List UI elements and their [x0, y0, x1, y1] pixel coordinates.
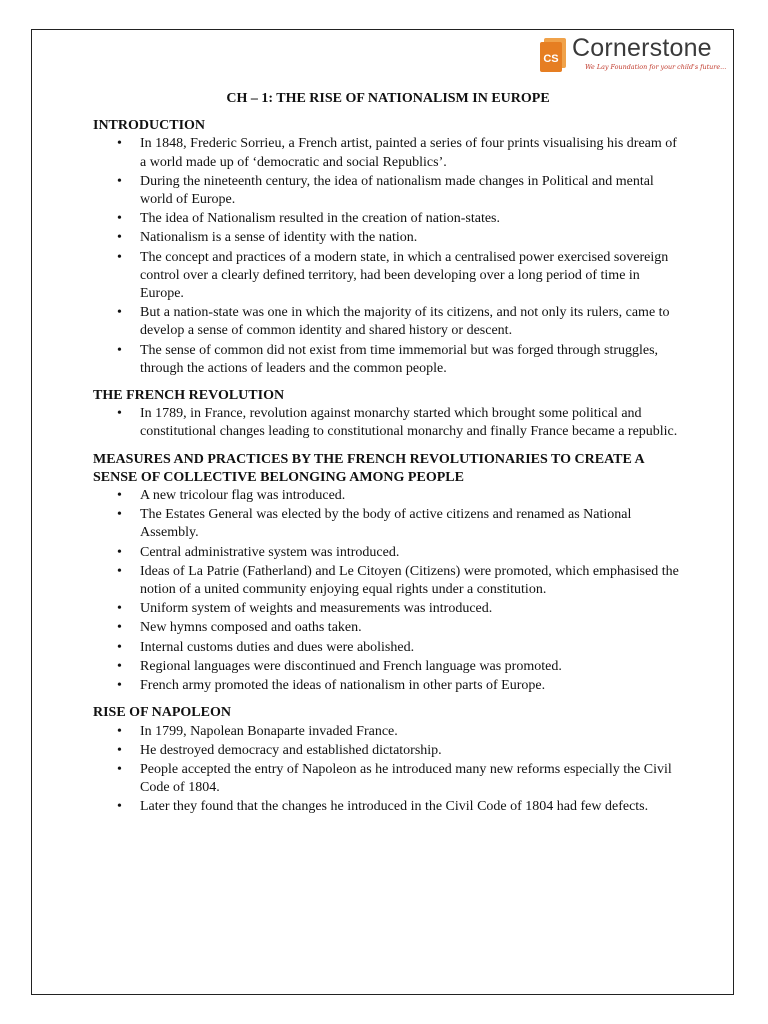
bullet-icon: •	[117, 211, 122, 227]
bullet-icon: •	[117, 620, 122, 636]
list-item	[93, 304, 683, 340]
section-heading: INTRODUCTION	[93, 118, 206, 134]
list-item-text: A new tricolour flag was introduced.	[140, 488, 346, 504]
list-item-text: People accepted the entry of Napoleon as he introduced many new reforms especially the Civil Code of 1804.	[140, 761, 672, 796]
bullet-list	[93, 405, 683, 441]
section-heading: THE FRENCH REVOLUTION	[93, 388, 285, 404]
bullet-icon: •	[117, 742, 122, 758]
list-item-text: New hymns composed and oaths taken.	[140, 620, 362, 636]
bullet-icon: •	[117, 563, 122, 579]
list-item-text: Central administrative system was introduced.	[140, 544, 400, 560]
list-item-text: Internal customs duties and dues were abolished.	[140, 639, 415, 655]
list-item	[93, 742, 683, 760]
list-item	[93, 229, 683, 247]
list-item	[93, 658, 683, 676]
list-item	[93, 600, 683, 618]
list-item	[93, 563, 683, 599]
bullet-icon: •	[117, 342, 122, 358]
list-item	[93, 487, 683, 505]
list-item-text: In 1799, Napolean Bonaparte invaded France.	[140, 723, 398, 739]
bullet-list	[93, 723, 683, 817]
list-item	[93, 210, 683, 228]
logo-wordmark: Cornerstone	[572, 34, 712, 62]
list-item-text: Nationalism is a sense of identity with the nation.	[140, 230, 418, 246]
list-item	[93, 342, 683, 378]
page-title: CH – 1: THE RISE OF NATIONALISM IN EUROPE	[226, 91, 550, 106]
bullet-icon: •	[117, 507, 122, 523]
bullet-icon: •	[117, 249, 122, 265]
list-item	[93, 639, 683, 657]
document-body	[93, 90, 683, 818]
bullet-icon: •	[117, 544, 122, 560]
list-item-text: During the nineteenth century, the idea of nationalism made changes in Political and mental world of Europe.	[140, 173, 654, 208]
bullet-icon: •	[117, 406, 122, 422]
bullet-icon: •	[117, 639, 122, 655]
list-item	[93, 619, 683, 637]
list-item	[93, 761, 683, 797]
list-item-text: The idea of Nationalism resulted in the creation of nation-states.	[140, 211, 500, 227]
bullet-icon: •	[117, 173, 122, 189]
list-item	[93, 405, 683, 441]
bullet-icon: •	[117, 658, 122, 674]
list-item-text: He destroyed democracy and established dictatorship.	[140, 742, 442, 758]
list-item-text: French army promoted the ideas of nationalism in other parts of Europe.	[140, 678, 546, 694]
list-item-text: The concept and practices of a modern state, in which a centralised power exercised sovereign control over a clearly defined territory, had been developing over a long period of time in Europe.	[140, 249, 669, 302]
list-item	[93, 798, 683, 816]
list-item	[93, 249, 683, 304]
cornerstone-logo-icon	[540, 38, 568, 72]
list-item	[93, 135, 683, 171]
list-item-text: But a nation-state was one in which the majority of its citizens, and not only its rulers, came to develop a sense of common identity and shared history or descent.	[140, 305, 670, 339]
list-item-text: The sense of common did not exist from time immemorial but was forged through struggles, through the actions of leaders and the common people.	[140, 342, 659, 376]
bullet-icon: •	[117, 488, 122, 504]
list-item-text: The Estates General was elected by the body of active citizens and renamed as National Assembly.	[140, 507, 632, 541]
section-heading: RISE OF NAPOLEON	[93, 705, 231, 721]
bullet-icon: •	[117, 678, 122, 694]
list-item	[93, 677, 683, 695]
list-item-text: Regional languages were discontinued and French language was promoted.	[140, 658, 562, 674]
logo-tagline: We Lay Foundation for your child's future...	[585, 63, 727, 71]
bullet-icon: •	[117, 723, 122, 739]
list-item-text: Ideas of La Patrie (Fatherland) and Le Citoyen (Citizens) were promoted, which emphasised the notion of a united community enjoying equal rights under a constitution.	[140, 563, 679, 598]
bullet-icon: •	[117, 305, 122, 321]
list-item	[93, 723, 683, 741]
list-item-text: Uniform system of weights and measurements was introduced.	[140, 601, 493, 617]
section-heading: MEASURES AND PRACTICES BY THE FRENCH REVOLUTIONARIES TO CREATE A SENSE OF COLLECTIVE BELONGING AMONG PEOPLE	[93, 451, 644, 485]
bullet-list	[93, 487, 683, 695]
list-item-text: In 1789, in France, revolution against monarchy started which brought some political and constitutional changes leading to constitutional monarchy and finally France became a republic.	[140, 406, 678, 440]
bullet-icon: •	[117, 761, 122, 777]
list-item	[93, 173, 683, 209]
bullet-list	[93, 135, 683, 378]
list-item-text: Later they found that the changes he introduced in the Civil Code of 1804 had few defects.	[140, 799, 649, 815]
cornerstone-logo	[540, 36, 732, 78]
bullet-icon: •	[117, 136, 122, 152]
bullet-icon: •	[117, 601, 122, 617]
list-item-text: In 1848, Frederic Sorrieu, a French artist, painted a series of four prints visualising his dream of a world made up of ‘democratic and social Republics’.	[140, 136, 677, 170]
bullet-icon: •	[117, 230, 122, 246]
svg-text:CS: CS	[543, 53, 559, 65]
list-item	[93, 506, 683, 542]
bullet-icon: •	[117, 799, 122, 815]
list-item	[93, 544, 683, 562]
